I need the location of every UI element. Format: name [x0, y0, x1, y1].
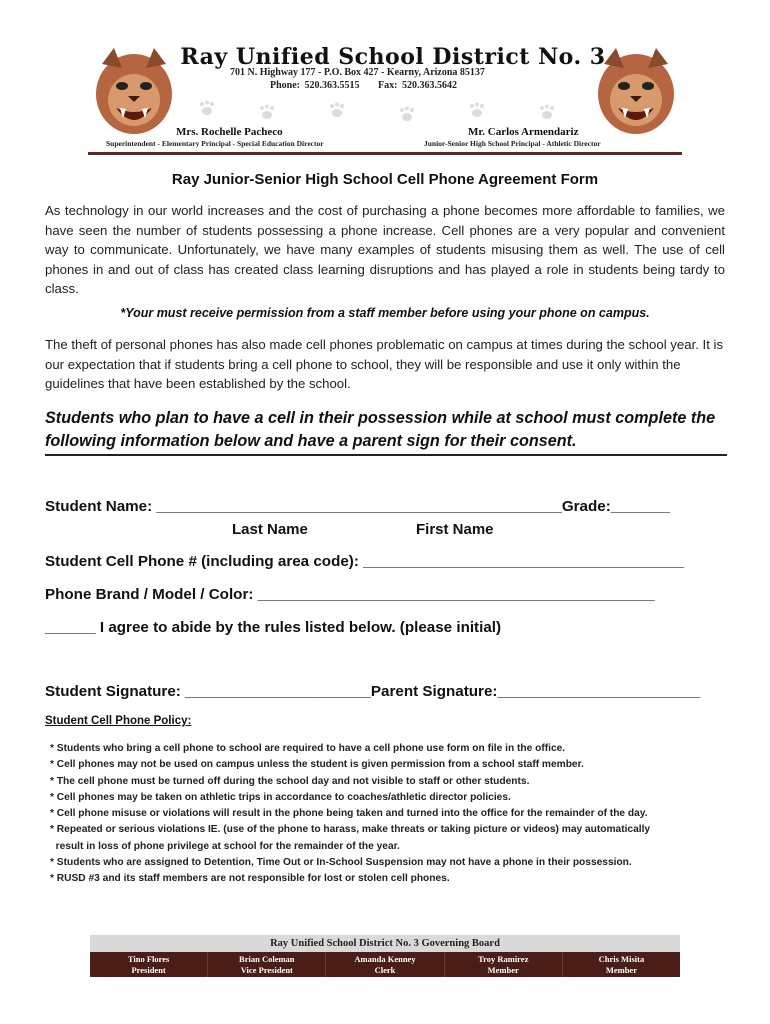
- district-fax: Fax: 520.363.5642: [378, 80, 457, 91]
- permission-notice: *Your must receive permission from a staff member before using your phone on campus.: [120, 306, 650, 320]
- agreement-initial-field[interactable]: ______ I agree to abide by the rules listed below. (please initial): [45, 619, 502, 636]
- district-name: Ray Unified School District No. 3: [180, 44, 606, 70]
- member-name: Amanda Kenney: [354, 954, 416, 964]
- policy-item: * RUSD #3 and its staff members are not responsible for lost or stolen cell phones.: [50, 873, 450, 885]
- cell-phone-number-field[interactable]: Student Cell Phone # (including area code): ______________________________________: [45, 553, 685, 570]
- paw-print-icon: [328, 102, 346, 118]
- district-phone: Phone: 520.363.5515: [270, 80, 360, 91]
- policy-item: * Students who are assigned to Detention, Time Out or In-School Suspension may not have a phone in their possession.: [50, 857, 632, 869]
- member-name: Troy Ramirez: [478, 954, 529, 964]
- governing-board: [90, 935, 680, 977]
- completion-instructions: Students who plan to have a cell in their possession while at school must complete the following information below and have a parent sign for their consent.: [45, 407, 727, 456]
- superintendent-name: Mrs. Rochelle Pacheco: [176, 126, 283, 138]
- paw-print-icon: [398, 106, 416, 122]
- principal-name: Mr. Carlos Armendariz: [468, 126, 579, 138]
- theft-paragraph: The theft of personal phones has also made cell phones problematic on campus at times during the school year. It is our expectation that if students bring a cell phone to school, they will be responsible and use it only within the guidelines that have been established by the school.: [45, 337, 724, 391]
- district-address: 701 N. Highway 177 - P.O. Box 427 - Kearny, Arizona 85137: [230, 67, 485, 78]
- member-role: Member: [487, 964, 519, 975]
- board-title: Ray Unified School District No. 3 Governing Board: [90, 935, 680, 952]
- signature-fields[interactable]: Student Signature: ______________________Parent Signature:________________________: [45, 683, 701, 700]
- letterhead: [88, 42, 682, 157]
- member-name: Tino Flores: [127, 954, 170, 964]
- member-role: Clerk: [374, 964, 396, 975]
- policy-item: * Cell phones may be taken on athletic trips in accordance to coaches/athletic director policies.: [50, 791, 511, 803]
- member-name: Brian Coleman: [239, 954, 295, 964]
- first-name-label: First Name: [416, 521, 494, 538]
- board-member: [326, 952, 444, 977]
- paw-print-icon: [538, 104, 556, 120]
- board-member: [208, 952, 326, 977]
- policy-item: * The cell phone must be turned off during the school day and not visible to staff or other students.: [50, 775, 530, 787]
- policy-list: [50, 741, 730, 888]
- policy-item: * Cell phone misuse or violations will result in the phone being taken and turned into the office for the remainder of the day.: [50, 808, 648, 820]
- policy-item: result in loss of phone privilege at school for the remainder of the year.: [50, 840, 400, 852]
- board-member: [445, 952, 563, 977]
- board-member: [563, 952, 680, 977]
- principal-title: Junior-Senior High School Principal - Athletic Director: [424, 139, 601, 148]
- district-contact: [270, 80, 471, 91]
- phone-brand-model-field[interactable]: Phone Brand / Model / Color: _______________________________________________: [45, 586, 655, 603]
- policy-item: * Repeated or serious violations IE. (use of the phone to harass, make threats or taking picture or videos) may automatically: [50, 824, 651, 836]
- last-name-label: Last Name: [232, 521, 308, 538]
- board-members: [90, 952, 680, 977]
- member-role: Member: [605, 964, 637, 975]
- paw-print-icon: [468, 102, 486, 118]
- policy-title: Student Cell Phone Policy:: [45, 715, 192, 727]
- policy-item: * Cell phones may not be used on campus unless the student is given permission from a school staff member.: [50, 759, 584, 771]
- student-name-grade-field[interactable]: Student Name: ________________________________________________Grade:_______: [45, 498, 670, 515]
- header-divider: [88, 152, 682, 155]
- intro-paragraph: As technology in our world increases and the cost of purchasing a phone becomes more affordable to families, we have seen the number of students possessing a phone increase. Cell phones are a very popular and convenient way to communicate. Unfortunately, we have many examples of students misusing them as well. The use of cell phones in and out of class has created class learning disruptions and has played a role in students being tardy to class.: [45, 203, 725, 296]
- member-role: President: [131, 964, 166, 975]
- paw-print-icon: [198, 100, 216, 116]
- superintendent-title: Superintendent - Elementary Principal - Special Education Director: [106, 139, 324, 148]
- paw-print-icon: [258, 104, 276, 120]
- policy-item: * Students who bring a cell phone to school are required to have a cell phone use form on file in the office.: [50, 743, 566, 754]
- member-name: Chris Misita: [598, 954, 645, 964]
- member-role: Vice President: [240, 964, 293, 975]
- form-title: Ray Junior-Senior High School Cell Phone Agreement Form: [171, 171, 599, 188]
- board-member: [90, 952, 208, 977]
- cougar-mascot-left: [88, 42, 180, 142]
